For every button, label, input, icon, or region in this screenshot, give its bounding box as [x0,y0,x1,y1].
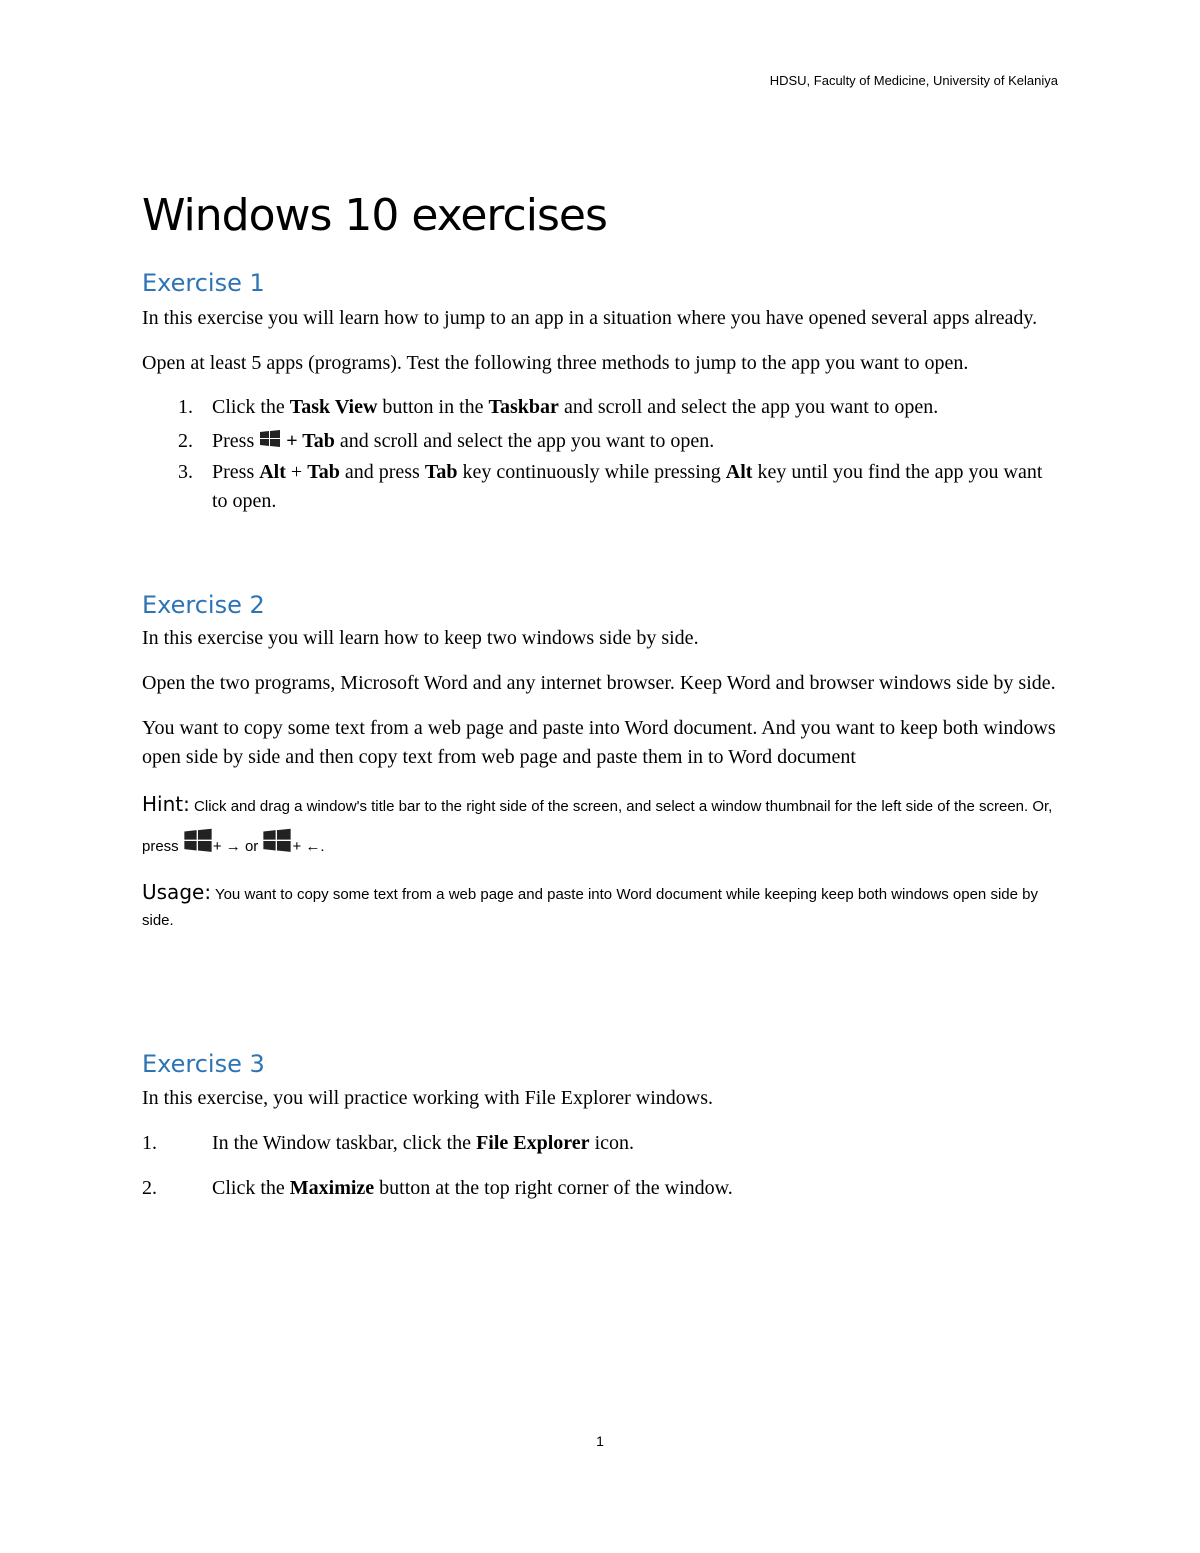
list-number: 2. [178,429,193,452]
exercise-1-instructions: Open at least 5 apps (programs). Test the following three methods to jump to the app you want to open. [142,351,969,374]
exercise-2-heading: Exercise 2 [142,590,265,619]
usage-text: You want to copy some text from a web page and paste into Word document while keeping keep both windows open side by side. [142,886,1038,930]
step-bold: Task View [289,395,378,418]
page-number: 1 [596,1433,604,1449]
list-item [178,393,1058,422]
hint-text: Click and drag a window's title bar to the right side of the screen, and select a window thumbnail for the left side of the screen. Or, press [142,798,1053,856]
step-bold: Tab [307,460,340,483]
exercise-2-hint [142,784,1058,871]
exercise-2-intro: In this exercise you will learn how to keep two windows side by side. [142,627,699,650]
step-text: Press [212,460,260,483]
list-number: 3. [178,460,193,483]
step-text: Click the [212,1177,290,1200]
list-number: 2. [142,1177,157,1200]
step-text: key until you find the app you want to open. [212,460,1043,512]
list-item [142,1129,1058,1158]
step-bold: Maximize [289,1177,375,1200]
document-body [142,190,1058,1203]
windows-key-icon [183,827,213,871]
step-text: In the Window taskbar, click the [212,1132,477,1155]
usage-label: Usage: [142,880,212,905]
step-text: and scroll and select the app you want to open. [558,395,939,418]
exercise-3-heading: Exercise 3 [142,1050,265,1079]
exercise-1-intro: In this exercise you will learn how to jump to an app in a situation where you have opened several apps already. [142,306,1038,329]
list-item [178,427,1058,458]
step-text: Press [212,429,260,452]
step-bold: Alt [725,460,753,483]
list-item [142,1174,1058,1203]
step-text: and scroll and select the app you want to open. [334,429,715,452]
list-number: 1. [178,395,193,418]
step-text: key continuously while pressing [457,460,726,483]
hint-label: Hint: [142,792,190,817]
exercise-2-usage [142,879,1058,934]
step-text: icon. [589,1132,634,1155]
step-text: Click the [212,395,290,418]
windows-key-icon [262,827,292,871]
step-bold: File Explorer [476,1132,590,1155]
step-text: + [285,460,308,483]
page-header: HDSU, Faculty of Medicine, University of Kelaniya [769,73,1058,88]
exercise-1-heading: Exercise 1 [142,268,265,297]
step-text: button at the top right corner of the window. [374,1177,733,1200]
step-text: and press [339,460,425,483]
list-item [178,458,1058,516]
step-bold: Tab [424,460,458,483]
step-bold: + Tab [286,429,335,452]
exercise-3-intro: In this exercise, you will practice working with File Explorer windows. [142,1087,713,1110]
step-bold: Alt [259,460,286,483]
windows-key-icon [259,429,281,458]
exercise-2-scenario: You want to copy some text from a web page and paste into Word document. And you want to keep both windows open side by side and then copy text from web page and paste them in to Word document [142,717,1056,769]
step-text: button in the [377,395,489,418]
list-number: 1. [142,1132,157,1155]
hint-left-arrow: + ←. [292,838,325,856]
document-title: Windows 10 exercises [142,190,607,241]
exercise-2-instructions: Open the two programs, Microsoft Word and any internet browser. Keep Word and browser windows side by side. [142,672,1056,695]
hint-right-arrow: + → or [212,838,263,856]
step-bold: Taskbar [488,395,559,418]
exercise-1-steps [142,393,1058,516]
